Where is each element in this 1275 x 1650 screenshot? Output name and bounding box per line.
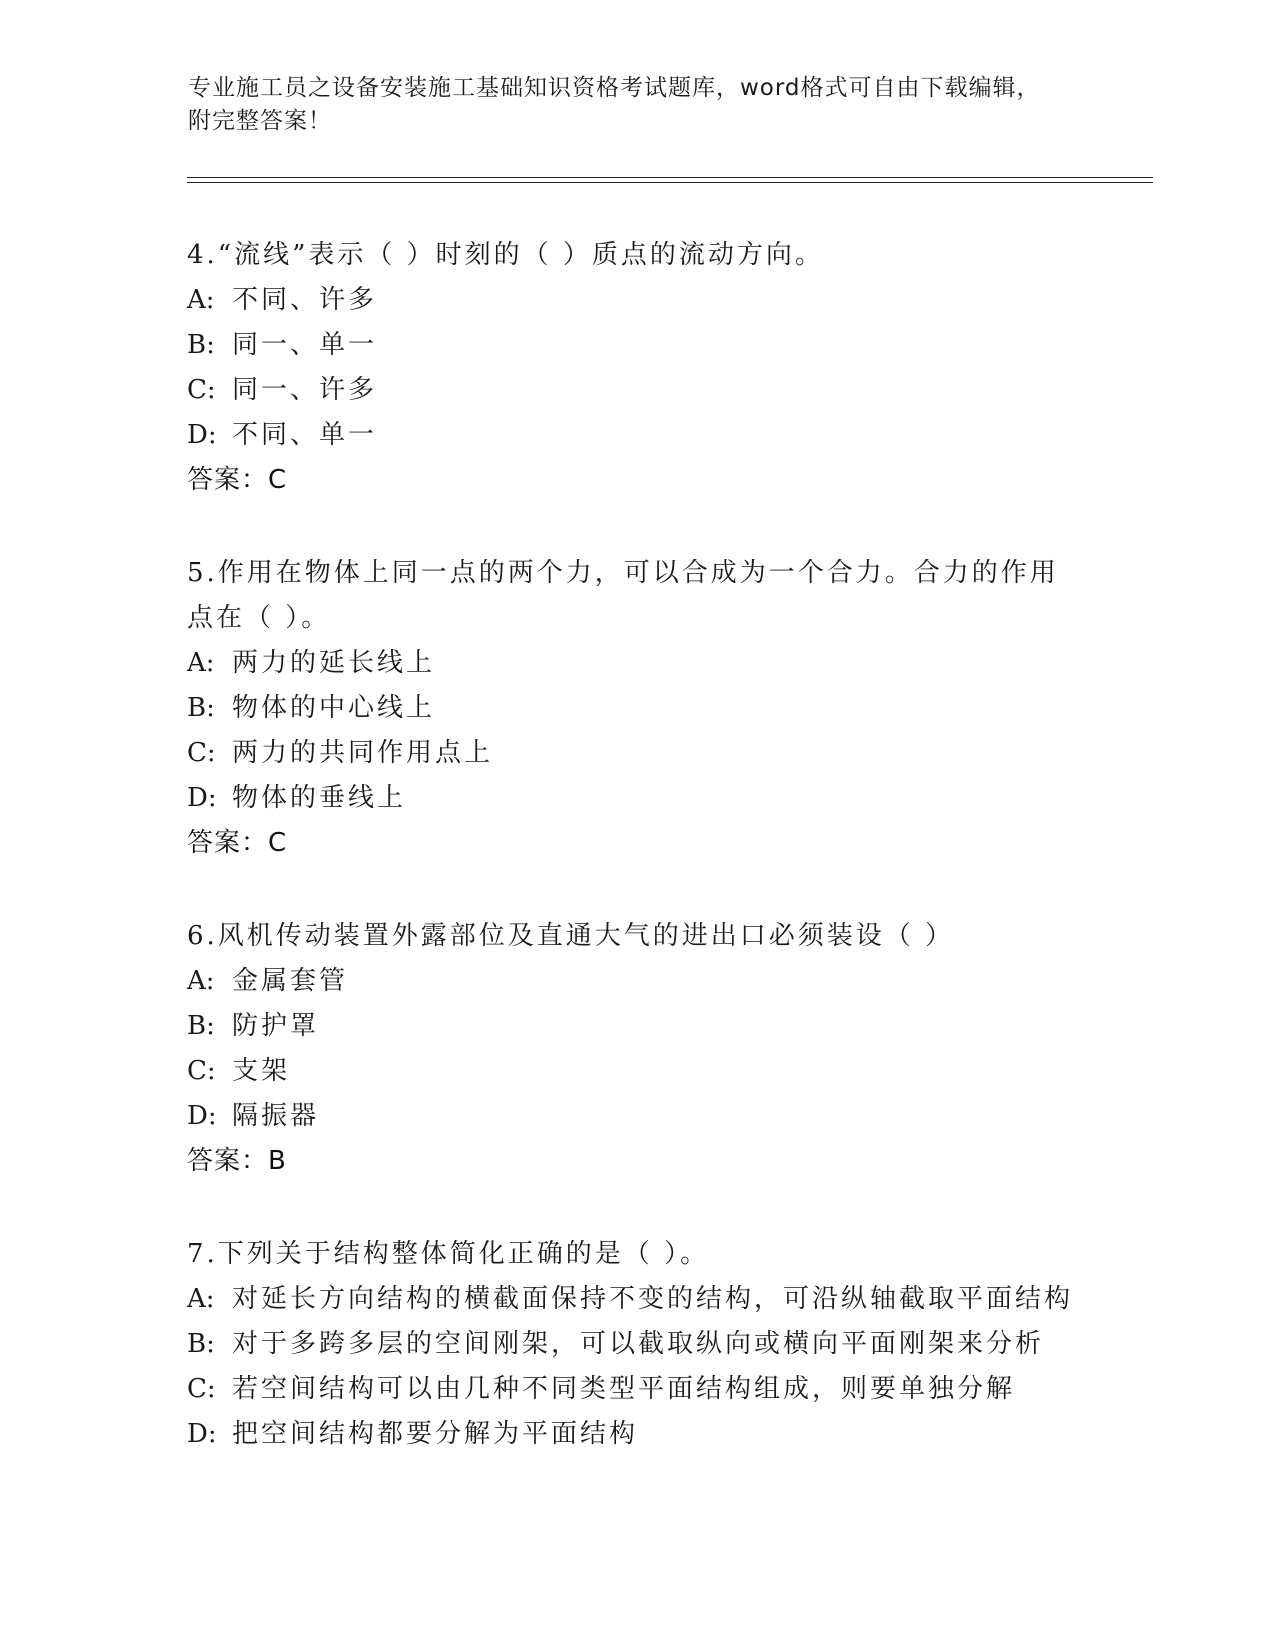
header-line-2: 附完整答案！ xyxy=(188,108,332,134)
option-c xyxy=(187,368,1087,413)
option-a xyxy=(187,641,1087,686)
option-letter: D: xyxy=(187,1419,217,1449)
option-text: 同一、许多 xyxy=(232,375,378,405)
option-letter: C: xyxy=(187,375,216,405)
option-c xyxy=(187,731,1087,776)
option-letter: A: xyxy=(187,648,215,678)
option-a xyxy=(187,1277,1087,1322)
option-text: 物体的垂线上 xyxy=(232,783,407,813)
option-text: 防护罩 xyxy=(232,1011,320,1041)
document-header xyxy=(188,72,1088,138)
option-letter: D: xyxy=(187,420,217,450)
option-a xyxy=(187,278,1087,323)
option-b xyxy=(187,686,1087,731)
question-stem-continued: 点在（ ）。 xyxy=(187,603,331,633)
option-letter: D: xyxy=(187,1101,217,1131)
option-text: 两力的延长线上 xyxy=(232,648,436,678)
option-letter: B: xyxy=(187,1011,215,1041)
option-letter: A: xyxy=(187,285,215,315)
option-letter: B: xyxy=(187,330,215,360)
option-c xyxy=(187,1049,1087,1094)
question-stem: 5.作用在物体上同一点的两个力，可以合成为一个合力。合力的作用 xyxy=(187,558,1059,588)
header-divider-bottom xyxy=(187,182,1153,183)
option-a xyxy=(187,959,1087,1004)
question-7 xyxy=(187,1232,1087,1457)
option-letter: D: xyxy=(187,783,217,813)
option-text: 不同、单一 xyxy=(232,420,378,450)
option-d xyxy=(187,1094,1087,1139)
answer-line: 答案：C xyxy=(187,465,288,495)
option-d xyxy=(187,413,1087,458)
option-letter: C: xyxy=(187,1374,216,1404)
option-b xyxy=(187,323,1087,368)
option-letter: A: xyxy=(187,1284,215,1314)
option-d xyxy=(187,776,1087,821)
option-letter: C: xyxy=(187,738,216,768)
option-d xyxy=(187,1412,1087,1457)
question-4 xyxy=(187,233,1087,503)
option-text: 同一、单一 xyxy=(232,330,378,360)
option-letter: C: xyxy=(187,1056,216,1086)
option-letter: B: xyxy=(187,1329,215,1359)
option-b xyxy=(187,1322,1087,1367)
answer-line: 答案：C xyxy=(187,828,288,858)
header-divider-top xyxy=(187,177,1153,178)
option-b xyxy=(187,1004,1087,1049)
option-letter: A: xyxy=(187,966,215,996)
option-text: 两力的共同作用点上 xyxy=(232,738,494,768)
question-stem: 7.下列关于结构整体简化正确的是（ ）。 xyxy=(187,1239,710,1269)
option-text: 对于多跨多层的空间刚架，可以截取纵向或横向平面刚架来分析 xyxy=(232,1329,1045,1359)
option-text: 物体的中心线上 xyxy=(232,693,436,723)
answer-line: 答案：B xyxy=(187,1146,287,1176)
question-6 xyxy=(187,914,1087,1184)
question-5 xyxy=(187,551,1087,866)
option-text: 不同、许多 xyxy=(232,285,378,315)
option-text: 把空间结构都要分解为平面结构 xyxy=(232,1419,639,1449)
option-text: 对延长方向结构的横截面保持不变的结构，可沿纵轴截取平面结构 xyxy=(232,1284,1074,1314)
option-c xyxy=(187,1367,1087,1412)
option-text: 隔振器 xyxy=(232,1101,320,1131)
question-stem: 4.“流线”表示（ ）时刻的（ ）质点的流动方向。 xyxy=(187,240,824,270)
option-text: 支架 xyxy=(232,1056,291,1086)
option-letter: B: xyxy=(187,693,215,723)
option-text: 若空间结构可以由几种不同类型平面结构组成，则要单独分解 xyxy=(232,1374,1016,1404)
option-text: 金属套管 xyxy=(232,966,349,996)
header-line-1: 专业施工员之设备安装施工基础知识资格考试题库，word格式可自由下载编辑， xyxy=(188,75,1041,101)
question-stem: 6.风机传动装置外露部位及直通大气的进出口必须装设（ ） xyxy=(187,921,955,951)
